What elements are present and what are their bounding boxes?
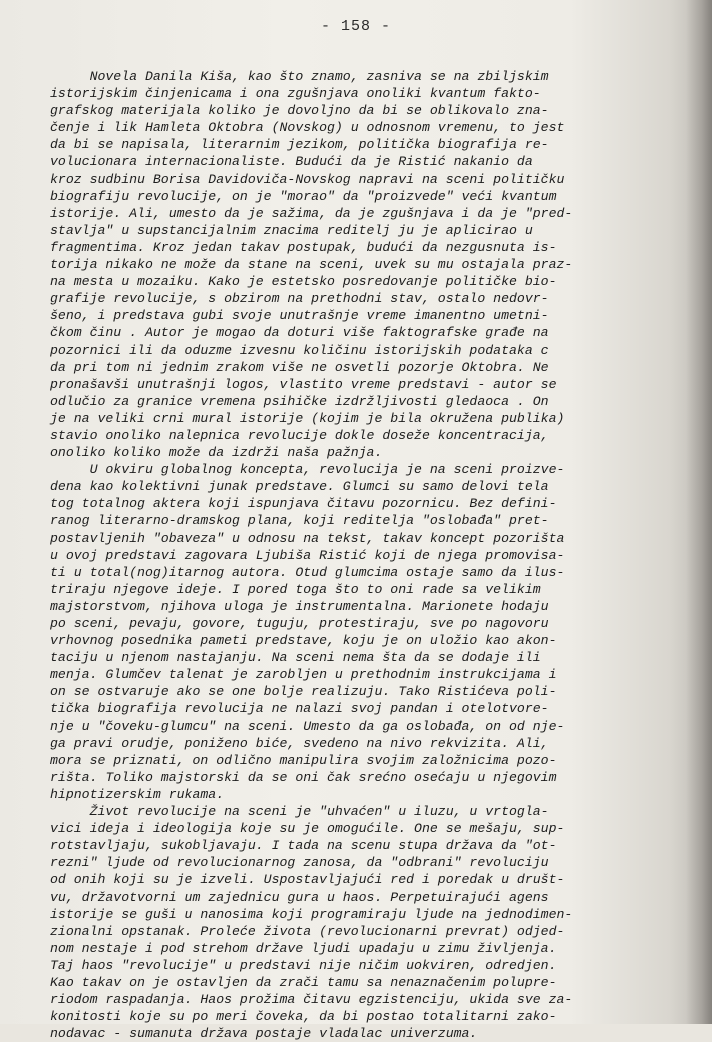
text-line: ranog literarno-dramskog plana, koji reditelja "oslobađa" pret- [50,513,549,529]
text-line: je na veliki crni mural istorije (kojim je bila okružena publika) [50,410,565,426]
text-line: ga pravi orudje, poniženo biće, svedeno na nivo rekvizita. Ali, [50,735,549,751]
text-line: pozornici ili da oduzme izvesnu količinu istorijskih podataka c [50,342,549,358]
text-line: grafskog materijala koliko je dovoljno da bi se oblikovalo zna- [50,103,549,119]
text-line: volucionara internacionaliste. Budući da je Ristić nakanio da [50,154,533,170]
text-line: kroz sudbinu Borisa Davidoviča-Novskog napravi na sceni političku [50,171,565,187]
text-line: ti u total(nog)itarnog autora. Otud glumcima ostaje samo da ilus- [50,564,565,580]
text-line: po sceni, pevaju, govore, tuguju, protestiraju, sve po nagovoru [50,616,549,631]
text-line: riodom raspadanja. Haos prožima čitavu egzistenciju, ukida sve za- [50,992,573,1008]
text-line: da bi se napisala, literarnim jezikom, politička biografija re- [50,137,549,153]
text-line: Novela Danila Kiša, kao što znamo, zasniva se na zbiljskim [50,69,549,84]
text-line: postavljenih "obaveza" u odnosu na tekst, takav koncept pozorišta [50,530,565,546]
text-line: u ovoj predstavi zagovara Ljubiša Ristić koji de njega promovisa- [50,547,565,563]
text-line: U okviru globalnog koncepta, revolucija je na sceni proizve- [50,462,565,478]
text-line: zionalni opstanak. Proleće života (revolucionarni prevrat) odjed- [50,923,565,939]
text-line: vu, državotvorni um zajednicu gura u haos. Perpetuirajući agens [50,889,549,905]
text-line: nje u "čoveku-glumcu" na sceni. Umesto da ga oslobađa, on od nje- [50,718,565,734]
text-line: istorije. Ali, umesto da je sažima, da je zgušnjava i da je "pred- [50,205,573,221]
text-line: mora se priznati, on odlično manipulira svojim založnicima pozo- [50,752,557,768]
text-line: Život revolucije na sceni je "uhvaćen" u iluzu, u vrtogla- [50,804,549,820]
text-line: konitosti koje su po meri čoveka, da bi postao totalitarni zako- [50,1009,557,1025]
text-line: rotstavljaju, sukobljavaju. I tada na scenu stupa država da "ot- [50,838,557,854]
text-line: menja. Glumčev talenat je zarobljen u prethodnim instrukcijama i [50,667,557,683]
text-line: biografiju revolucije, on je "morao" da "proizvede" veći kvantum [50,188,557,204]
text-line: stavio onoliko nalepnica revolucije dokle doseže koncentracija, [50,427,549,443]
text-line: odlučio za granice vremena psihičke izdržljivosti gledaoca . On [50,393,549,409]
text-line: vrhovnog posednika pameti predstave, koju je on uložio kao akon- [50,633,557,649]
text-line: od onih koji su je izveli. Uspostavljajući red i poredak u društ- [50,872,565,888]
text-line: majstorstvom, njihova uloga je instrumentalna. Marionete hodaju [50,598,549,614]
text-line: vici ideja i ideologija koje su je omogućile. One se mešaju, sup- [50,821,565,837]
text-line: stavlja" u supstancijalnim znacima reditelj ju je aplicirao u [50,222,533,238]
text-line: tička biografija revolucija ne nalazi svoj pandan i otelotvore- [50,701,549,717]
text-line: hipnotizerskim rukama. [50,786,225,802]
text-line: triraju njegove ideje. I pored toga što to oni rade sa velikim [50,581,541,597]
text-line: grafije revolucije, s obzirom na prethodni stav, ostalo nedovr- [50,291,549,307]
text-line: istorijskim činjenicama i ona zgušnjava onoliki kvantum fakto- [50,86,541,102]
text-line: istorije se guši u nanosima koji programiraju ljude na jednodimen- [50,906,573,922]
page-number: - 158 - [320,18,391,35]
text-line: dena kao kolektivni junak predstave. Glumci su samo delovi tela [50,479,549,495]
text-line: čenje i lik Hamleta Oktobra (Novskog) u odnosnom vremenu, to jest [50,120,565,136]
text-line: nodavac - sumanuta država postaje vladalac univerzuma. [50,1026,478,1042]
text-line: fragmentima. Kroz jedan takav postupak, budući da nezgusnuta is- [50,239,557,255]
text-line: Taj haos "revolucije" u predstavi nije ničim uokviren, odredjen. [50,957,557,973]
text-line: pronašavši unutrašnji logos, vlastito vreme predstavi - autor se [50,376,557,392]
text-line: rišta. Toliko majstorski da se oni čak srećno osećaju u njegovim [50,769,557,785]
text-line: čkom činu . Autor je mogao da doturi više faktografske građe na [50,325,549,341]
text-line: torija nikako ne može da stane na sceni, uvek su mu ostajala praz- [50,257,573,273]
text-line: taciju u njenom nastajanju. Na sceni nema šta da se dodaje ili [50,650,541,666]
text-line: šeno, i predstava gubi svoje unutrašnje vreme imanentno umetni- [50,308,549,324]
text-line: rezni" ljude od revolucionarnog zanosa, da "odbrani" revoluciju [50,855,549,871]
text-line: da pri tom ni jednim zrakom više ne osvetli pozorje Oktobra. Ne [50,359,549,375]
text-line: on se ostvaruje ako se one bolje realizuju. Tako Ristićeva poli- [50,684,557,700]
text-line: onoliko koliko može da izdrži naša pažnja. [50,445,383,461]
page-binding-shadow [686,0,712,1024]
body-text [50,68,680,1042]
text-line: tog totalnog aktera koji ispunjava čitavu pozornicu. Bez defini- [50,496,557,512]
text-line: nom nestaje i pod strehom države ljudi upadaju u zimu življenja. [50,940,557,956]
text-line: na mesta u mozaiku. Kako je estetsko posredovanje političke bio- [50,274,557,290]
text-line: Kao takav on je ostavljen da zrači tamu sa nenaznačenim polupre- [50,974,557,990]
